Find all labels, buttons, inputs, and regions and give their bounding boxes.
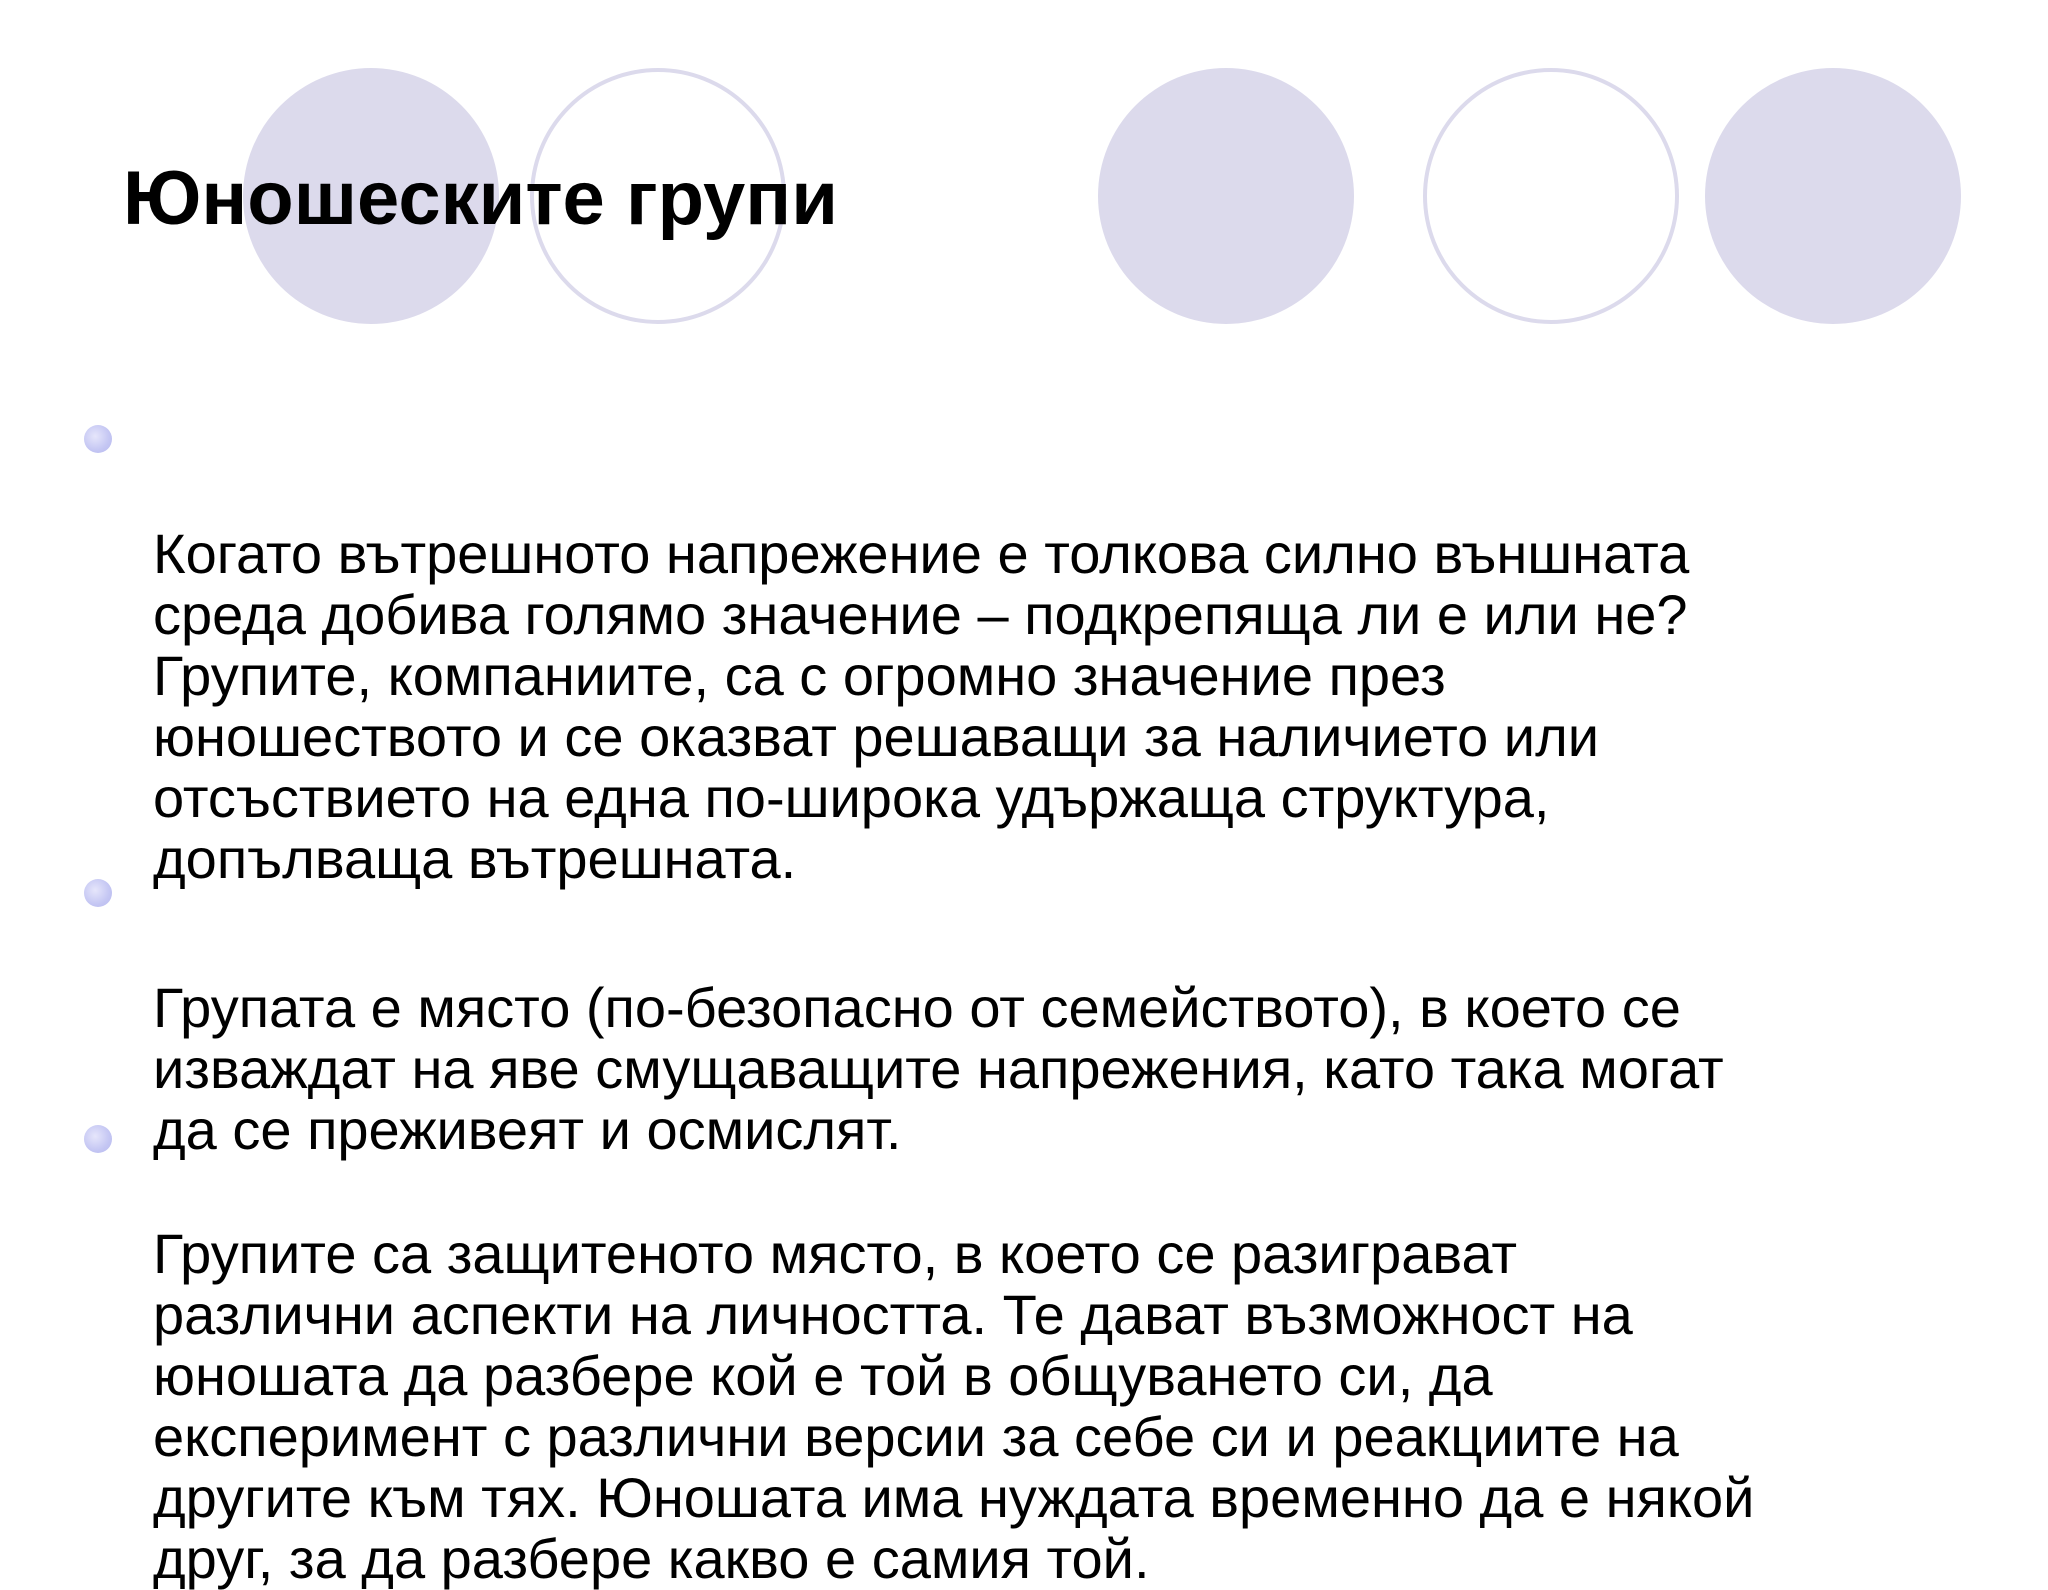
bullet-dot-icon	[84, 425, 112, 453]
bullet-dot-icon	[84, 1125, 112, 1153]
slide-title: Юношеските групи	[123, 156, 838, 241]
decorative-circle-5	[1705, 68, 1961, 324]
bullet-item	[153, 401, 1973, 889]
bullet-item	[153, 1101, 1973, 1589]
bullet-text: Групата е място (по-безопасно от семейството), в което се изваждат на яве смущаващите напрежения, като така могат да се преживеят и осмислят.	[153, 976, 1724, 1161]
bullet-text: Групите са защитеното място, в което се разиграват различни аспекти на личността. Те дават възможност на юношата да разбере кой е той в общуването си, да експеримент с различни версии за себе си и реакциите на другите към тях. Юношата има нуждата временно да е някой друг, за да разбере какво е самия той.	[153, 1222, 1755, 1590]
bullet-dot-icon	[84, 879, 112, 907]
decorative-circle-4	[1423, 68, 1679, 324]
bullet-text: Когато вътрешното напрежение е толкова силно външната среда добива голямо значение – подкрепяща ли е или не? Групите, компаниите, са с огромно значение през юношеството и се оказват решаващи за наличието или отсъствието на една по-широка удържаща структура, допълваща вътрешната.	[153, 522, 1690, 890]
decorative-circle-3	[1098, 68, 1354, 324]
